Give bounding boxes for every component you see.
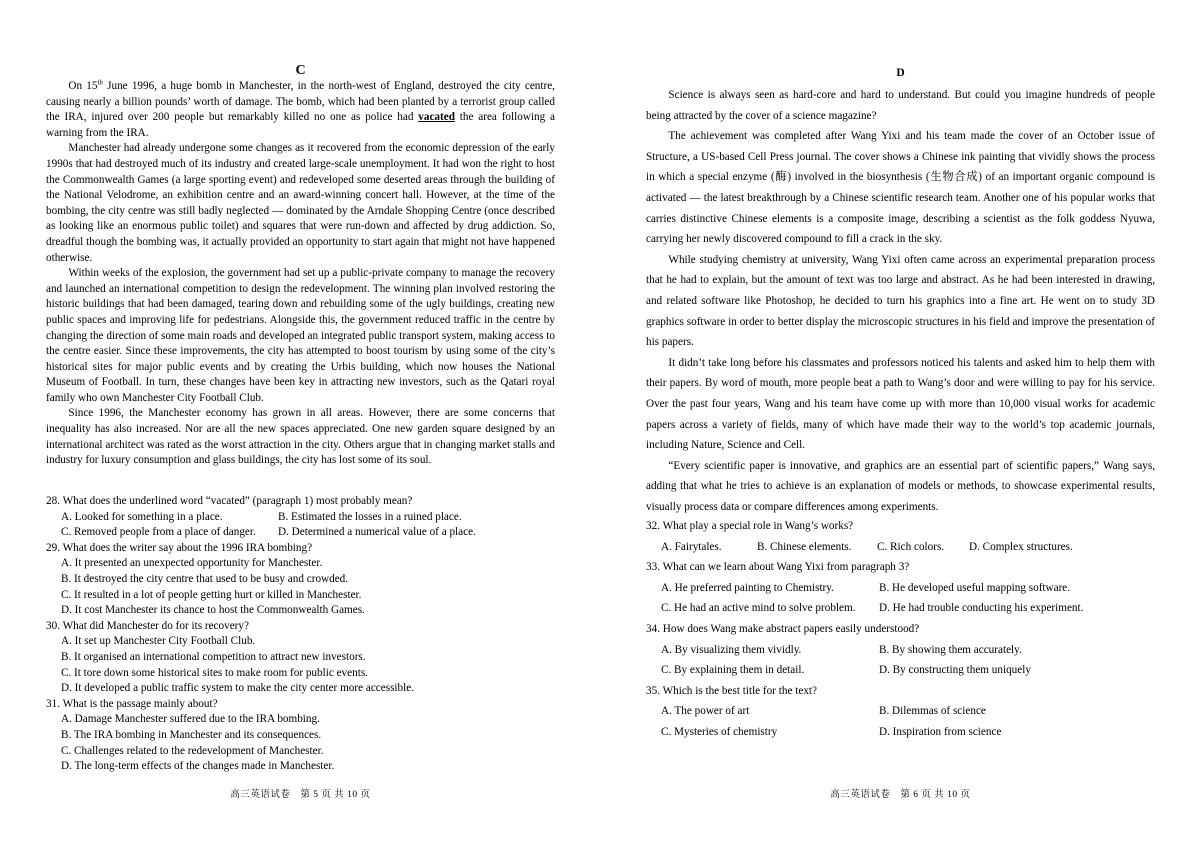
- option-row: [46, 634, 555, 650]
- option-row: [646, 660, 1155, 681]
- question-stem: 33. What can we learn about Wang Yixi from paragraph 3?: [646, 561, 910, 574]
- option-row: [46, 744, 555, 760]
- paragraph: [646, 456, 1155, 518]
- answer-option[interactable]: B. Dilemmas of science: [879, 705, 986, 718]
- paragraph-text: the area following a warning from the IRA.: [46, 111, 556, 139]
- ordinal-suffix: th: [97, 78, 103, 87]
- answer-option[interactable]: A. By visualizing them vividly.: [661, 643, 802, 656]
- questions-d: [646, 516, 1155, 743]
- option-row: [46, 650, 555, 666]
- answer-option[interactable]: C. By explaining them in detail.: [661, 664, 805, 677]
- section-title-d: D: [896, 67, 905, 79]
- answer-option[interactable]: C. Rich colors.: [877, 540, 945, 553]
- option-row: [46, 525, 555, 541]
- page-footer-left: 高三英语试卷 第 5 页 共 10 页: [230, 790, 371, 800]
- option-row: [646, 537, 1155, 558]
- option-row: [646, 640, 1155, 661]
- answer-option[interactable]: D. Inspiration from science: [879, 725, 1002, 738]
- answer-option[interactable]: B. Estimated the losses in a ruined place.: [278, 510, 462, 523]
- answer-option[interactable]: B. The IRA bombing in Manchester and its consequences.: [61, 728, 322, 741]
- paragraph-text: Manchester had already undergone some changes as it recovered from the economic depression of the early 1990s that had destroyed much of its industry and created large-scale unemployment. It had won the right to host the Commonwealth Games (a large sporting event) and redeveloped some deserted areas through the building of the National Velodrome, an exhibition centre and an award-winning concert hall. However, at the time of the bombing, the city centre was still badly neglected — dominated by the Arndale Shopping Centre (once described as looking like an enormous public toilet) and squares that were run-down and affected by drug addiction. So, dreadful though the bombing was, it actually provided an opportunity to start again that might not have happened otherwise.: [46, 142, 555, 264]
- paragraph-text: Within weeks of the explosion, the government had set up a public-private company to manage the recovery and launched an international competition to design the redevelopment. The winning plan involved restoring the historic buildings that had been damaged, tearing down and rebuilding some of the ugly buildings, creating new public spaces and improving life for pedestrians. Alongside this, the government reduced traffic in the centre by changing the direction of some main roads and developed an integrated public transport system, making access to the centre easier. Since these improvements, the city has attempted to boost tourism by using some of the city’s historical sites for major public events and by creating the Urbis building, which now houses the National Museum of Football. In turn, these changes have been key in attracting new investors, such as the Qatari royal family who own Manchester City Football Club.: [46, 267, 555, 404]
- answer-option[interactable]: A. He preferred painting to Chemistry.: [661, 581, 834, 594]
- answer-option[interactable]: D. It developed a public traffic system to make the city center more accessible.: [61, 682, 414, 695]
- question-stem: 28. What does the underlined word “vacated” (paragraph 1) most probably mean?: [46, 495, 413, 507]
- answer-option[interactable]: C. Mysteries of chemistry: [661, 725, 778, 738]
- option-row: [46, 556, 555, 572]
- option-row: [46, 712, 555, 728]
- paragraph-text: June 1996, a huge bomb in Manchester, in the north-west of England, destroyed the city centre, causing nearly a billion pounds’ worth of damage. The bomb, which had been planted by a terrorist group called the IRA, injured over 200 people but remarkably killed no one as police had: [46, 80, 555, 124]
- answer-option[interactable]: D. Determined a numerical value of a place.: [278, 526, 476, 539]
- paragraph-text: Science is always seen as hard-core and hard to understand. But could you imagine hundreds of people being attracted by the cover of a science magazine?: [646, 89, 1155, 122]
- option-row: [46, 666, 555, 682]
- option-row: [46, 603, 555, 619]
- answer-option[interactable]: C. It tore down some historical sites to make room for public events.: [61, 666, 368, 679]
- question-stem: 30. What did Manchester do for its recovery?: [46, 619, 249, 632]
- answer-option[interactable]: A. Looked for something in a place.: [61, 510, 223, 523]
- paragraph: [46, 266, 555, 406]
- answer-option[interactable]: A. It set up Manchester City Football Club.: [61, 635, 256, 648]
- answer-option[interactable]: B. He developed useful mapping software.: [879, 581, 1071, 594]
- question-stem: 31. What is the passage mainly about?: [46, 697, 218, 710]
- answer-option[interactable]: A. It presented an unexpected opportunity for Manchester.: [61, 557, 323, 570]
- option-row: [646, 722, 1155, 743]
- answer-option[interactable]: A. Damage Manchester suffered due to the IRA bombing.: [61, 713, 320, 726]
- paragraph: [46, 141, 555, 266]
- question-stem: 34. How does Wang make abstract papers easily understood?: [646, 622, 920, 635]
- answer-option[interactable]: B. It organised an international competition to attract new investors.: [61, 650, 366, 663]
- paragraph-text: “Every scientific paper is innovative, and graphics are an essential part of scientific papers,” Wang says, adding that what he tries to achieve is an explanation of models or methods, to showcase experimental results, visually process data or compare differences among experiments.: [646, 459, 1155, 513]
- answer-option[interactable]: C. It resulted in a lot of people getting hurt or killed in Manchester.: [61, 588, 362, 601]
- paragraph-text: It didn’t take long before his classmates and professors noticed his talents and asked him to help them with their papers. By word of mouth, more people beat a path to Wang’s door and were willing to pay for his service. Over the past four years, Wang and his team have come up with more than 10,000 visual works for academic papers across a variety of fields, many of which have made their way to the world’s top academic journals, including Nature, Science and Cell.: [646, 356, 1155, 452]
- passage-c: [46, 79, 555, 469]
- page-footer-right: 高三英语试卷 第 6 页 共 10 页: [830, 790, 971, 800]
- question-stem: 35. Which is the best title for the text?: [646, 684, 817, 697]
- passage-d: [646, 85, 1155, 517]
- option-row: [46, 759, 555, 775]
- paragraph-text: On 15: [68, 80, 98, 92]
- option-row: [646, 701, 1155, 722]
- paragraph: [46, 79, 555, 141]
- answer-option[interactable]: D. Complex structures.: [969, 540, 1073, 553]
- option-row: [46, 588, 555, 604]
- question-stem: 32. What play a special role in Wang’s works?: [646, 520, 854, 532]
- option-row: [646, 598, 1155, 619]
- option-row: [646, 578, 1155, 599]
- paragraph: [46, 406, 555, 468]
- answer-option[interactable]: D. The long-term effects of the changes made in Manchester.: [61, 760, 335, 773]
- question-stem: 29. What does the writer say about the 1996 IRA bombing?: [46, 541, 313, 554]
- paragraph: [646, 250, 1155, 353]
- paragraph-text: While studying chemistry at university, Wang Yixi often came across an experimental preparation process that he had to explain, but the amount of text was too large and abstract. As he had been interested in drawing, and related software like Photoshop, he decided to turn his graphics into a fine art. He went on to study 3D graphics software in order to better display the microscopic structures in his field and improve the presentation of his papers.: [646, 253, 1155, 349]
- option-row: [46, 681, 555, 697]
- questions-c: [46, 494, 555, 775]
- answer-option[interactable]: C. Challenges related to the redevelopment of Manchester.: [61, 744, 324, 757]
- answer-option[interactable]: C. He had an active mind to solve problem.: [661, 602, 856, 615]
- option-row: [46, 728, 555, 744]
- answer-option[interactable]: D. By constructing them uniquely: [879, 664, 1031, 677]
- answer-option[interactable]: B. Chinese elements.: [757, 540, 852, 553]
- option-row: [46, 572, 555, 588]
- answer-option[interactable]: A. Fairytales.: [661, 540, 722, 553]
- option-row: [46, 510, 555, 526]
- answer-option[interactable]: D. It cost Manchester its chance to host the Commonwealth Games.: [61, 604, 365, 617]
- answer-option[interactable]: C. Removed people from a place of danger.: [61, 526, 256, 539]
- answer-option[interactable]: B. By showing them accurately.: [879, 643, 1022, 656]
- paragraph: [646, 85, 1155, 126]
- section-title-c: C: [295, 63, 306, 78]
- underlined-word: vacated: [418, 111, 455, 124]
- answer-option[interactable]: A. The power of art: [661, 705, 750, 718]
- paragraph-text: The achievement was completed after Wang Yixi and his team made the cover of an October issue of Structure, a US-based Cell Press journal. The cover shows a Chinese ink painting that vividly shows the process in which a special enzyme (酶) involved in the biosynthesis (生物合成) of an important organic compound is activated — the latest breakthrough by a Chinese scientific research team. Another one of his popular works that carries distinctive Chinese elements is a composite image, describing a scientist as the folk goddess Nyuwa, carrying her newly discovered compound to fill a crack in the sky.: [646, 130, 1155, 246]
- paragraph: [646, 126, 1155, 250]
- paragraph: [646, 353, 1155, 456]
- answer-option[interactable]: B. It destroyed the city centre that used to be busy and crowded.: [61, 572, 349, 585]
- answer-option[interactable]: D. He had trouble conducting his experiment.: [879, 602, 1084, 615]
- paragraph-text: Since 1996, the Manchester economy has grown in all areas. However, there are some concerns that inequality has also increased. Nor are all the new spaces appreciated. One new garden square designed by an international architect was rated as the worst attraction in the city. Others argue that in changing market stalls and industry for luxury consumption and glass buildings, the city has lost some of its soul.: [46, 407, 555, 467]
